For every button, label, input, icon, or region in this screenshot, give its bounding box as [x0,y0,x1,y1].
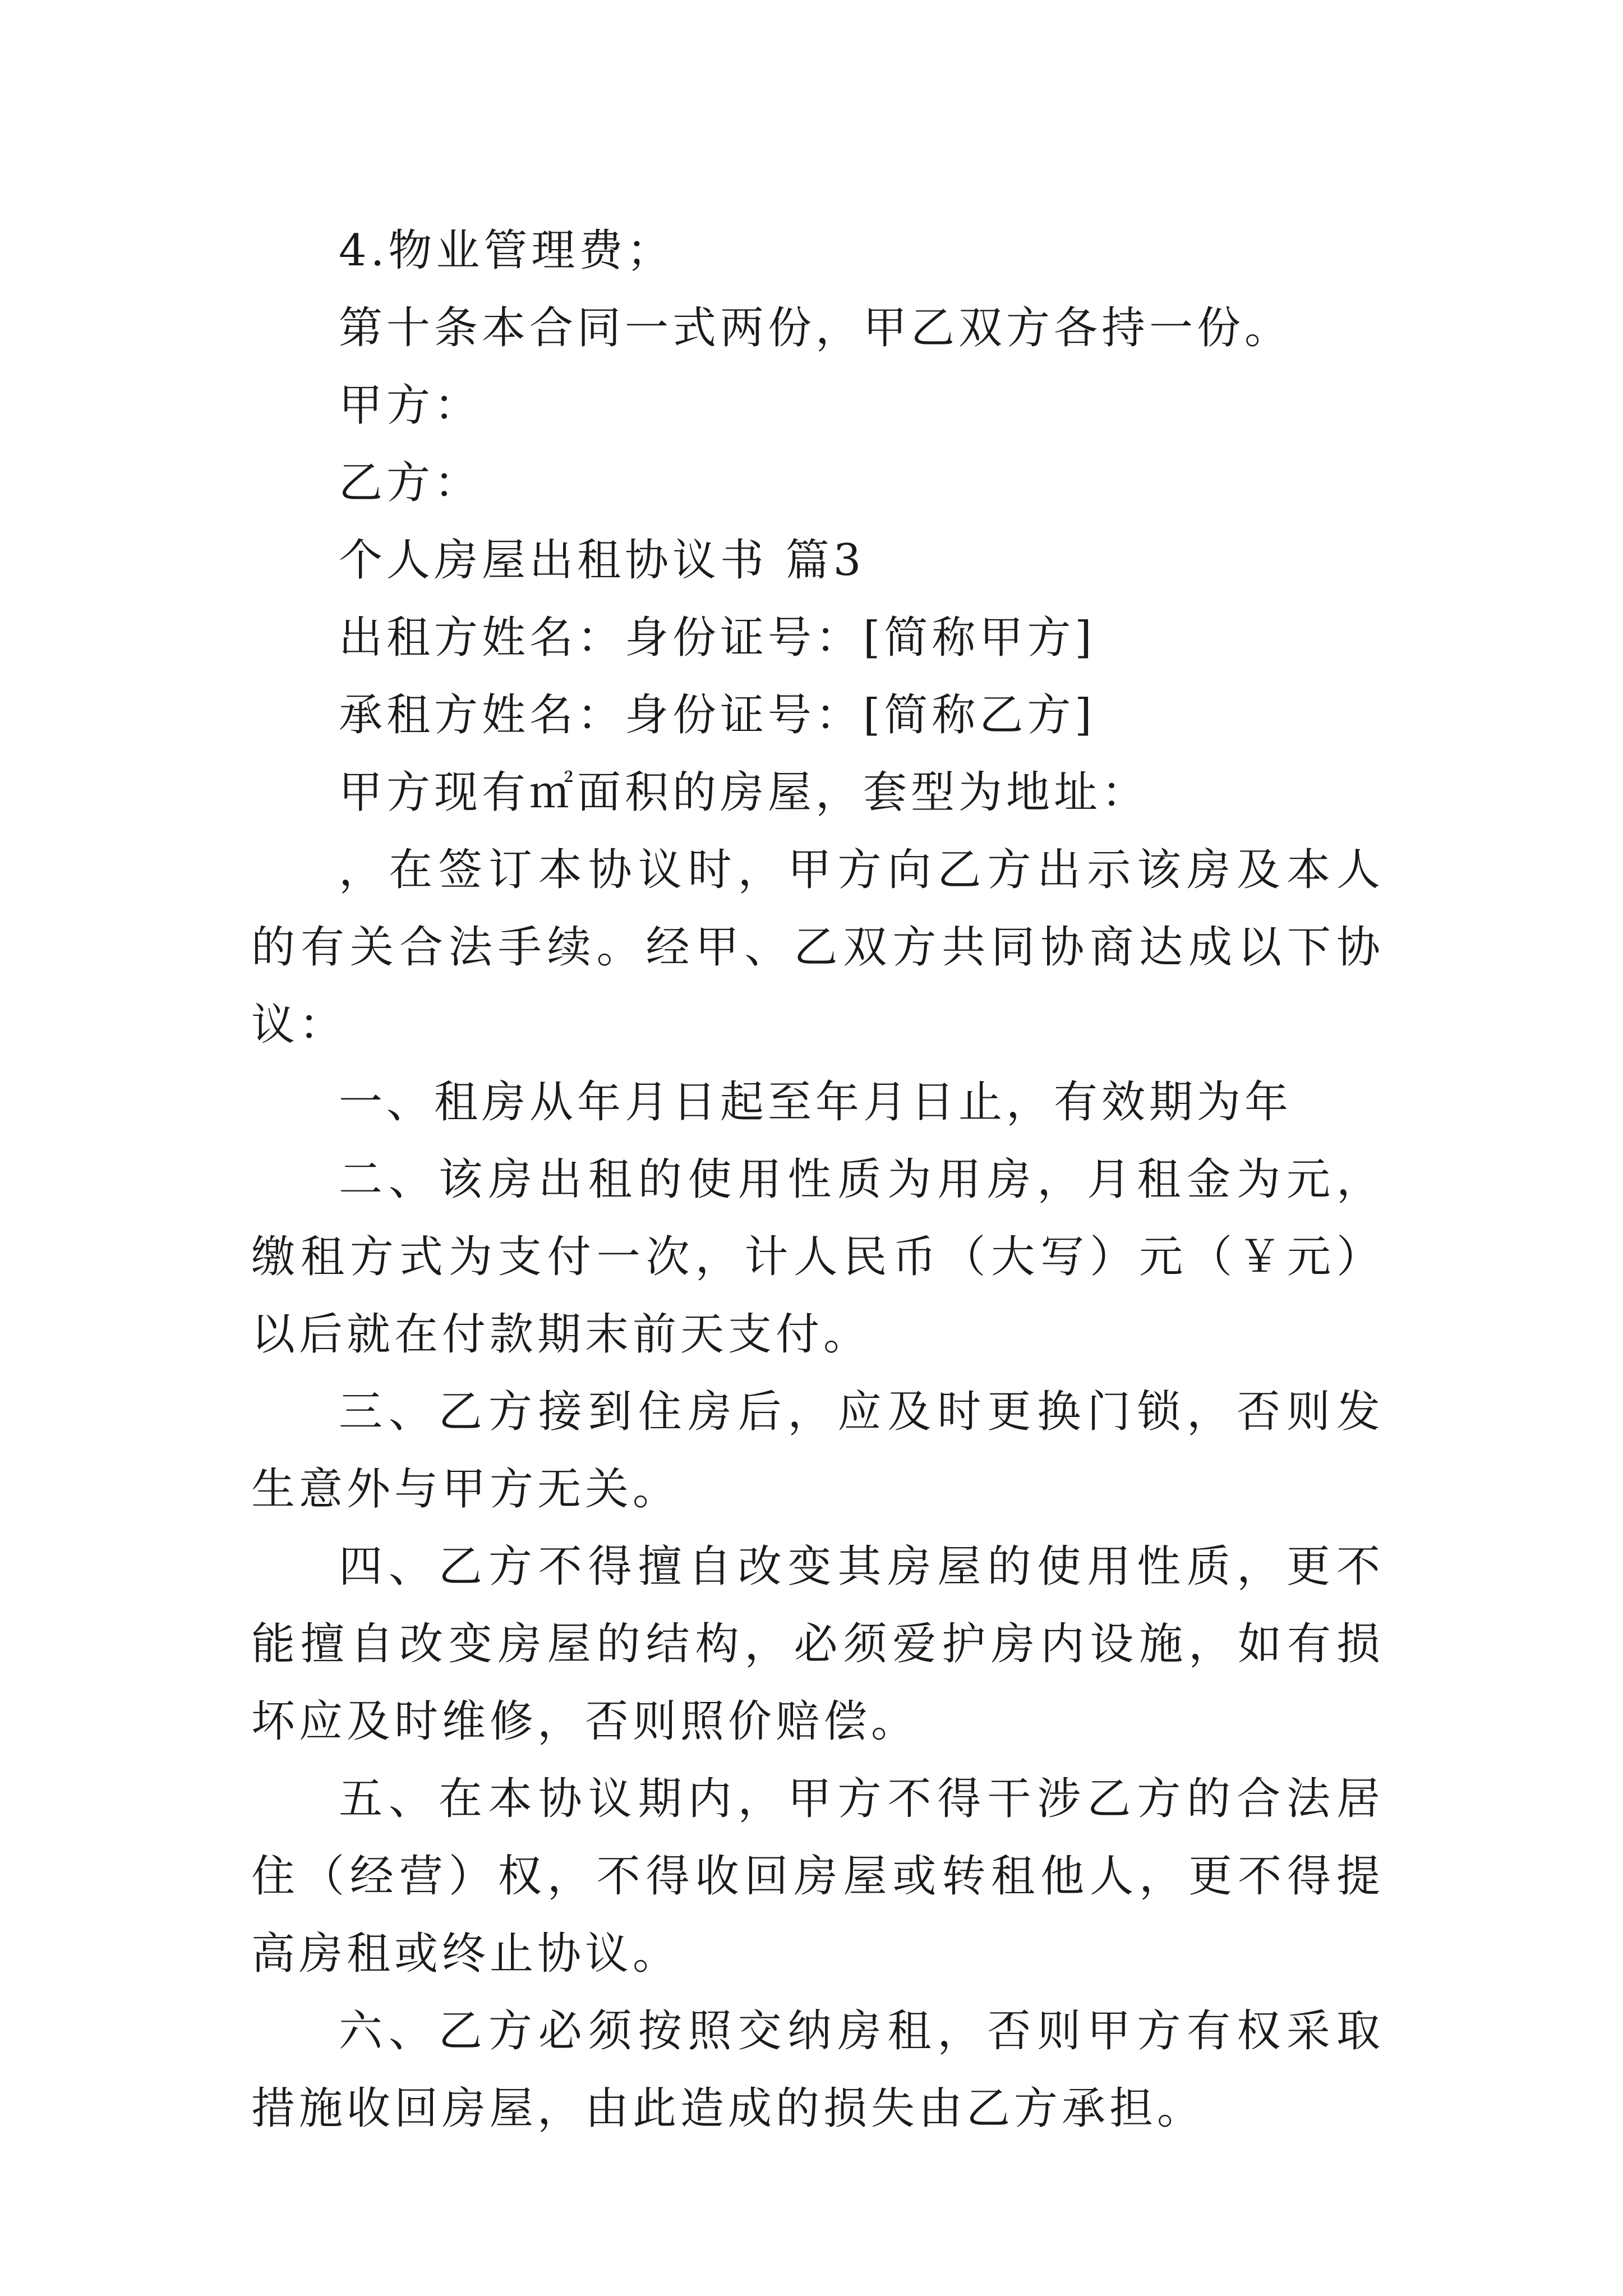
section-heading: 个人房屋出租协议书 篇3 [339,535,865,586]
paragraph-lessor-name: 出租方姓名：身份证号：[简称甲方] [339,613,1096,663]
paragraph-lessee-name: 承租方姓名：身份证号：[简称乙方] [339,690,1096,740]
paragraph-agreement-intro: ，在签订本协议时，甲方向乙方出示该房及本人的有关合法手续。经甲、乙双方共同协商达成以下协议： [251,845,1384,1050]
document-body [251,212,1384,2147]
clause-6-payment: 六、乙方必须按照交纳房租，否则甲方有权采取措施收回房屋，由此造成的损失由乙方承担。 [251,2006,1384,2134]
paragraph-party-a: 甲方： [339,380,482,431]
paragraph-article-ten: 第十条本合同一式两份，甲乙双方各持一份。 [339,303,1293,353]
clause-4-usage: 四、乙方不得擅自改变其房屋的使用性质，更不能擅自改变房屋的结构，必须爱护房内设施，如有损坏应及时维修，否则照价赔偿。 [251,1542,1384,1747]
clause-2-rent: 二、该房出租的使用性质为用房，月租金为元，缴租方式为支付一次，计人民币（大写）元（￥元）以后就在付款期末前天支付。 [251,1154,1384,1360]
clause-1-term: 一、租房从年月日起至年月日止，有效期为年 [339,1077,1293,1128]
clause-3-locks: 三、乙方接到住房后，应及时更换门锁，否则发生意外与甲方无关。 [251,1387,1384,1515]
paragraph-house-info: 甲方现有㎡面积的房屋，套型为地址： [339,767,1150,818]
paragraph-property-fee: 4.物业管理费； [339,226,675,276]
clause-5-rights: 五、在本协议期内，甲方不得干涉乙方的合法居住（经营）权，不得收回房屋或转租他人，更不得提高房租或终止协议。 [251,1774,1384,1979]
paragraph-party-b: 乙方： [339,458,482,508]
